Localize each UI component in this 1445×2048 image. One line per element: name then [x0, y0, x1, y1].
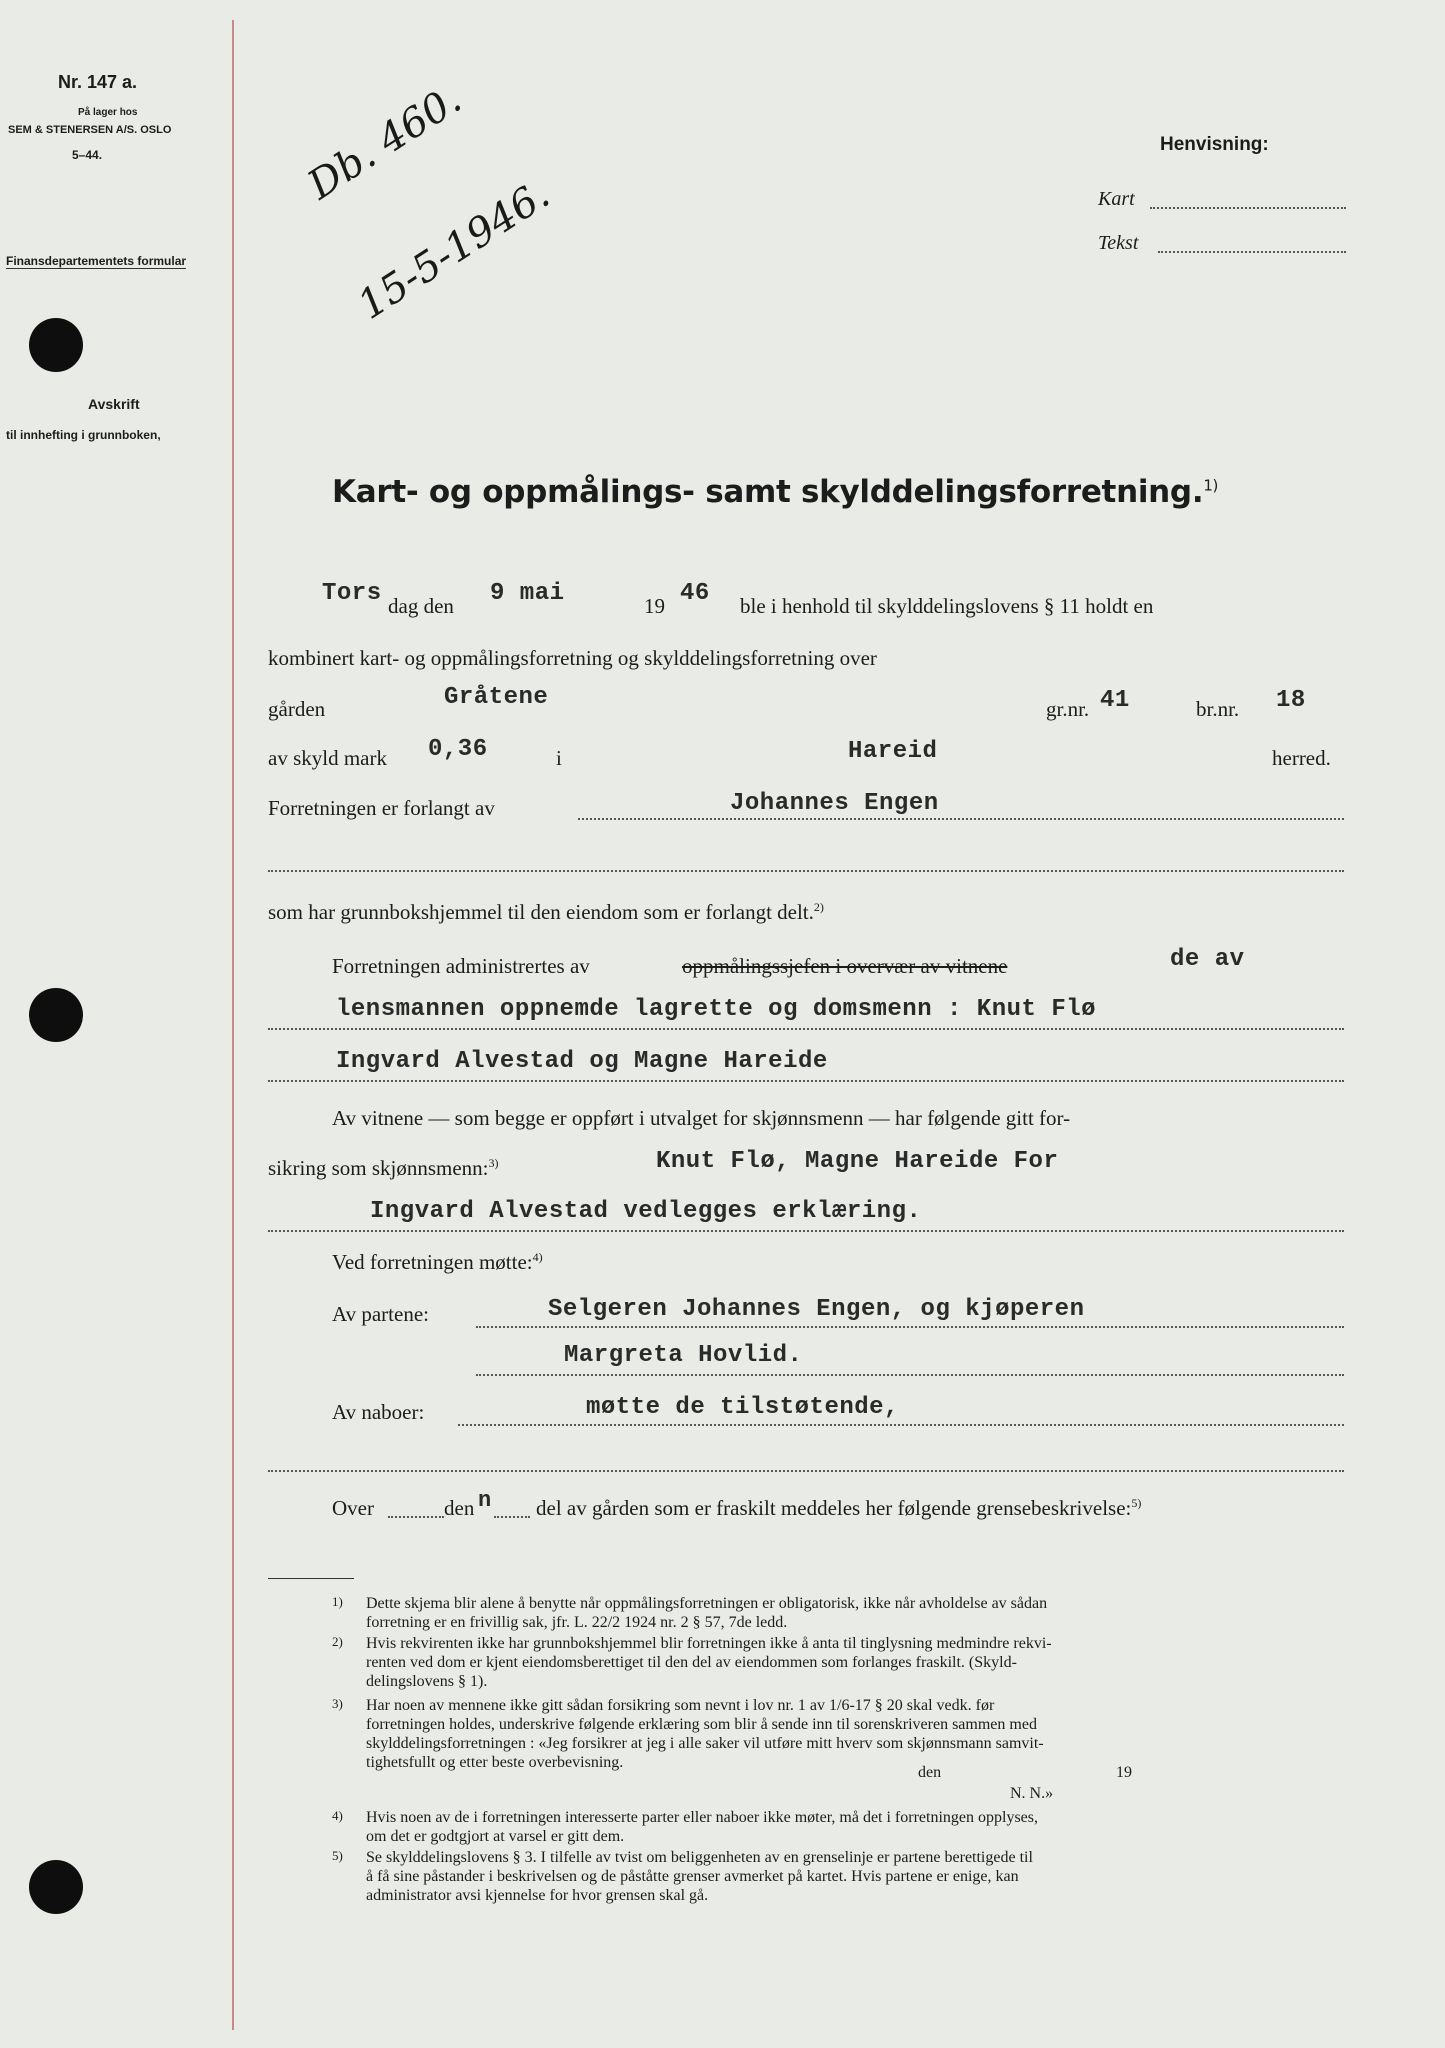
parties-typed: Selgeren Johannes Engen, og kjøperen	[548, 1296, 1085, 1323]
handwritten-ref-date: 15-5-1946.	[350, 171, 558, 329]
footnote-1: Dette skjema blir alene å benytte når oppmålingsforretningen er obligatorisk, ikke når avholdelse av sådan forretning er en frivillig sak, jfr. L. 22/2 1924 nr. 2 § 57, 7de ledd.	[366, 1595, 1048, 1631]
over-label: Over	[332, 1496, 374, 1520]
punch-hole-bottom	[29, 1860, 83, 1914]
grnr-label: gr.nr.	[1046, 697, 1090, 721]
requested-by-line	[578, 818, 1344, 820]
brnr-typed: 18	[1276, 687, 1306, 714]
footnote-3-mark: 3)	[332, 1696, 343, 1711]
footnote-5-mark: 5)	[332, 1848, 343, 1863]
blank-dotted-line-1	[268, 870, 1344, 872]
punch-hole-middle	[29, 988, 83, 1042]
margin-line	[232, 20, 234, 2030]
dotted-line-17	[458, 1424, 1344, 1426]
dotted-line-15	[476, 1326, 1344, 1328]
footnote-2: Hvis rekvirenten ikke har grunnbokshjemmel blir forretningen ikke å anta til tinglysning medmindre rekvi- renten ved dom er kjent eiendomsberettiget til den del av eiendommen som forlanges fraskilt. (Skyld- delingslovens § 1).	[366, 1635, 1052, 1690]
form-number: Nr. 147 a.	[58, 72, 138, 92]
reference-heading: Henvisning:	[1160, 134, 1269, 155]
farm-name-typed: Gråtene	[444, 684, 549, 711]
year-typed: 46	[680, 580, 710, 607]
footnote-3: Har noen av mennene ikke gitt sådan forsikring som nevnt i lov nr. 1 av 1/6-17 § 20 skal vedk. før forretningen holdes, underskrive følgende erklæring som blir å sende inn til sorenskriveren sammen med skylddelingsforretningen : «Jeg forsikrer at jeg i alle saker vil utføre mitt hverv som skjønnsmann samvit- tighetsfullt og etter beste overbevisning.	[366, 1697, 1044, 1771]
i-label: i	[556, 746, 562, 770]
den-label: den	[444, 1496, 475, 1520]
struck-text: oppmålingssjefen i overvær av vitnene	[682, 954, 1008, 978]
line14-text: Ved forretningen møtte:$^{4)}$	[332, 1250, 543, 1274]
line11-text: Av vitnene — som begge er oppført i utvalget for skjønnsmenn — har følgende gitt for-	[332, 1106, 1071, 1130]
dotted-line-16	[476, 1374, 1344, 1376]
line8-typed: de av	[1170, 946, 1245, 973]
dotted-line-10	[268, 1080, 1344, 1082]
form-date-code: 5–44.	[72, 148, 103, 162]
line10-typed: Ingvard Alvestad og Magne Hareide	[336, 1048, 828, 1075]
neighbours-label: Av naboer:	[332, 1400, 425, 1424]
line13-typed: Ingvard Alvestad vedlegges erklæring.	[370, 1198, 922, 1225]
brnr-label: br.nr.	[1196, 697, 1240, 721]
footnote-4-mark: 4)	[332, 1808, 343, 1823]
reference-tekst-label: Tekst	[1098, 232, 1139, 254]
den-dotted	[494, 1516, 530, 1518]
over-dotted	[388, 1516, 444, 1518]
date-typed: 9 mai	[490, 580, 565, 607]
dotted-line-9	[268, 1028, 1344, 1030]
line2-text: kombinert kart- og oppmålingsforretning og skylddelingsforretning over	[268, 646, 877, 670]
neighbours-typed: møtte de tilstøtende,	[586, 1394, 899, 1421]
skyld-value-typed: 0,36	[428, 736, 488, 763]
garden-label: gården	[268, 697, 326, 721]
line16-typed: Margreta Hovlid.	[564, 1342, 803, 1369]
handwritten-ref-number: Db. 460.	[300, 76, 470, 209]
herred-name-typed: Hareid	[848, 738, 938, 765]
footnote-3-nn: N. N.»	[1010, 1785, 1054, 1802]
footnote-4: Hvis noen av de i forretningen interesserte parter eller naboer ikke møter, må det i forretningen opplyses, om det er godtgjort at varsel er gitt dem.	[366, 1809, 1039, 1845]
line12-typed: Knut Flø, Magne Hareide For	[656, 1148, 1059, 1175]
dag-den-label: dag den	[388, 594, 454, 618]
line1-text: ble i henhold til skylddelingslovens § 11 holdt en	[740, 594, 1154, 618]
line19-text: del av gården som er fraskilt meddeles her følgende grensebeskrivelse:$^{5)}$	[536, 1496, 1142, 1520]
requested-by-label: Forretningen er forlangt av	[268, 796, 495, 820]
line9-typed: lensmannen oppnemde lagrette og domsmenn : Knut Flø	[336, 996, 1097, 1023]
line12-label: sikring som skjønnsmenn:$^{3)}$	[268, 1156, 499, 1180]
reference-kart-label: Kart	[1098, 188, 1135, 210]
footnote-1-mark: 1)	[332, 1594, 343, 1609]
publisher-line1: På lager hos	[78, 107, 138, 118]
avskrift-label: Avskrift	[88, 396, 140, 412]
avskrift-note: til innhefting i grunnboken,	[6, 428, 161, 442]
weekday-typed: Tors	[322, 580, 382, 607]
skyld-label: av skyld mark	[268, 746, 387, 770]
grnr-typed: 41	[1100, 687, 1130, 714]
year-prefix: 19	[644, 594, 665, 618]
herred-label: herred.	[1272, 746, 1331, 770]
footnote-2-mark: 2)	[332, 1634, 343, 1649]
line7-text: som har grunnbokshjemmel til den eiendom som er forlangt delt.$^{2)}$	[268, 900, 824, 924]
footnote-3-den: den	[918, 1764, 942, 1781]
requested-by-typed: Johannes Engen	[730, 790, 939, 817]
footnote-3-year: 19	[1116, 1764, 1132, 1781]
den-suffix-typed: n	[478, 1488, 492, 1513]
reference-tekst-line	[1158, 251, 1346, 253]
formular-label: Finansdepartementets formular	[6, 254, 187, 268]
parties-label: Av partene:	[332, 1302, 429, 1326]
publisher-line2: SEM & STENERSEN A/S. OSLO	[8, 124, 172, 136]
reference-kart-line	[1150, 207, 1346, 209]
blank-dotted-line-2	[268, 1470, 1344, 1472]
document-title: Kart- og oppmålings- samt skylddelingsforretning.$^{1)}$	[332, 474, 1219, 510]
dotted-line-13	[268, 1230, 1344, 1232]
punch-hole-top	[29, 318, 83, 372]
footnote-5: Se skylddelingslovens § 3. I tilfelle av tvist om beliggenheten av en grenselinje er partene berettigede til å få sine påstander i beskrivelsen og de påståtte grenser avmerket på kartet. Hvis partene er enige, kan administrator avsi kjennelse for hvor grensen skal gå.	[366, 1849, 1033, 1904]
footnote-rule	[268, 1578, 354, 1579]
administered-label: Forretningen administrertes av	[332, 954, 590, 978]
